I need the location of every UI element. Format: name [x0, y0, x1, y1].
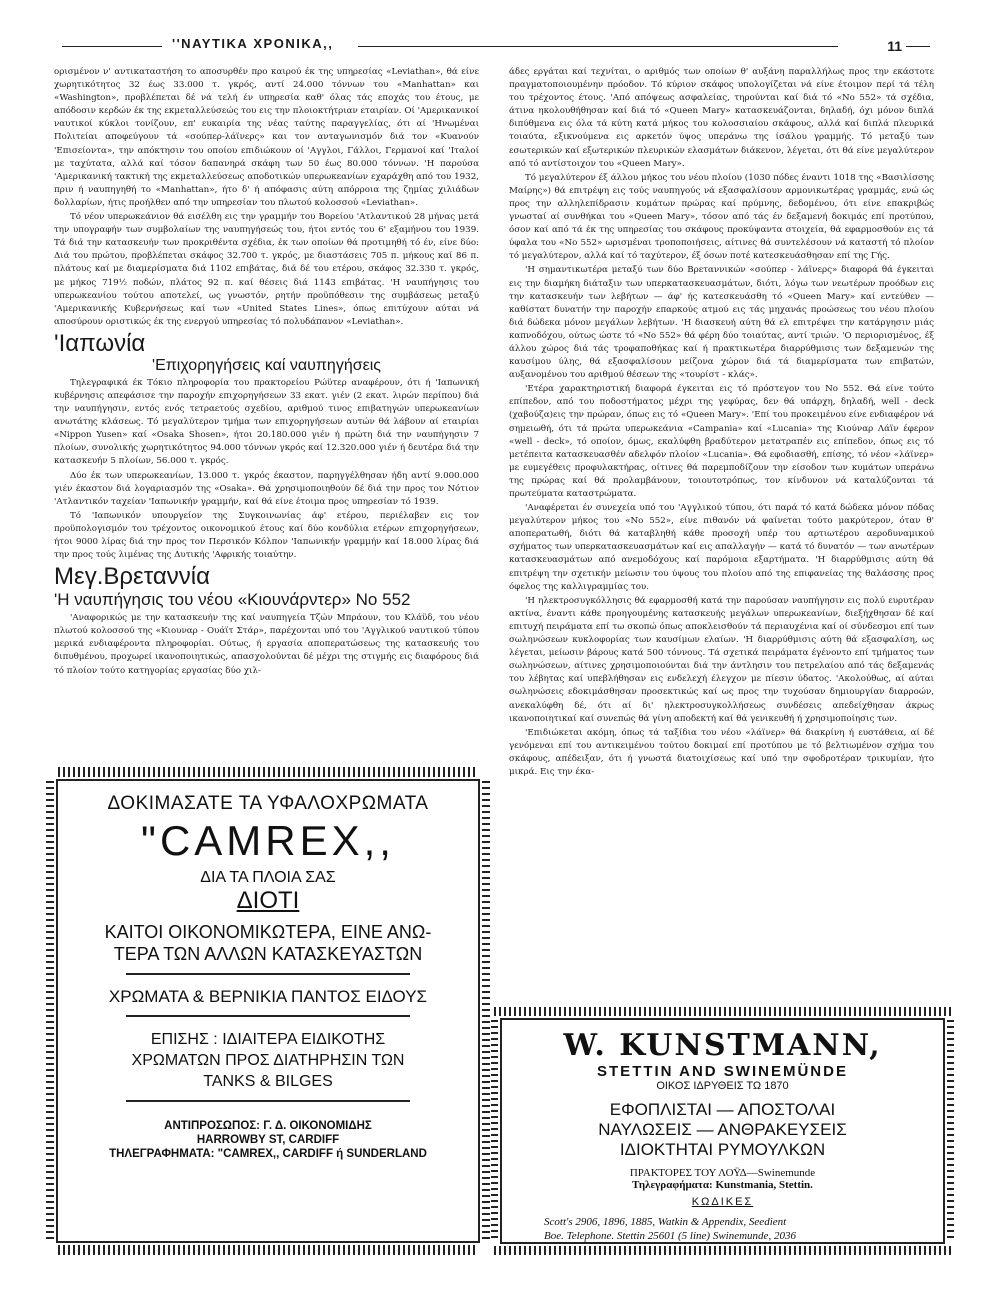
- ad-text: TANKS & BILGES: [203, 1073, 333, 1090]
- left-column: [54, 66, 479, 679]
- ad-telegram: ΤΗΛΕΓΡΑΦΗΜΑΤΑ: "CAMREX,, CARDIFF ή SUNDERLAND: [109, 1148, 427, 1160]
- ad-text: ΔΙΟΤΙ: [236, 887, 300, 914]
- ad-border: [491, 1020, 498, 1242]
- ad-border: [494, 1007, 951, 1016]
- right-column: [509, 66, 934, 780]
- article-paragraph: ορισμένον ν' αντικαταστήση το αποσυρθέν προ καιρού έκ της υπηρεσίας «Leviathan», θά είνε χωρητικότητος 32 έως 33.000 τ. γκρός, αντί 24.000 τόννων του «Manhattan» και «Washington», προβλέπεται δέ νά τελή έν υπηρεσία καθ' όλας τάς εποχάς του έτους, με απόδοσιν κερδών έκ της εκμεταλλεύσεώς του εις την πλοιοκτήτριαν εταιρίαν. Οί 'Αμερικανικοί ναυτικοί κύκλοι τονίζουν, επ' ευκαιρία της νέας ταύτης παραγγελίας, ότι αί 'Ηνωμέναι Πολιτείαι αποφεύγουν τά «σούπερ-λάϊνερς» και τον ανταγωνισμόν διά τον «Κυανούν 'Επισείοντα», την απόκτησιν του οποίου επιδιώκουν οί 'Αγγλοι, Γάλλοι, Γερμανοί καί 'Ιταλοί με ταχύτατα, αλλά καί τόσον δαπανηρά σκάφη των 50 έως 80.000 τόννων. 'Η παρούσα 'Αμερικανική τακτική της εκμεταλλεύσεως αποδοτικών υπερωκεανίων εχαράχθη από του 1932, πριν ή ναυπηγηθή το «Manhattan», ήτο δ' ή απόφασις αύτη απόρροια της ζημίας χιλιάδων δολλαρίων, ήτις προήλθεν από την υπηρεσίαν του πλωτού κολοσσού «Leviathan».: [54, 67, 479, 208]
- ad-border: [494, 1246, 951, 1255]
- section-heading-japan: 'Ιαπωνία: [54, 329, 146, 357]
- article-paragraph: 'Αναφέρεται έν συνεχεία υπό του 'Αγγλικού τύπου, ότι παρά τό κατά δώδεκα μόνον πόδας μεγαλύτερον μήκος του «Νο 552», είνε πιθανόν νά φαίνεται τούτο μακρύτερον, όταν θ' αποπερατωθή, διότι θά καταβληθή κάθε προσοχή υπέρ του αρτιωτέρου αεροδυναμικού σχήματος των υπερκατασκευασμάτων καί εις απαλλαγήν — κατά τό δυνατόν — των ανωτέρων κατασκευασμάτων από ανεμοδόχους καί παρόμοια εξαρτήματα. 'Η διαρρύθμισις αύτη θά επιτρέψη την σχετικήν μείωσιν του ύψους του πλοίου από της επιφανείας της θαλάσσης προς όφελος της καλλιγραμμίας του.: [509, 503, 934, 592]
- article-paragraph: Τό νέον υπερωκεάνιον θά εισέλθη εις την γραμμήν του Βορείου 'Ατλαντικού 28 μήνας μετά την υπογραφήν των συμβολαίων της ναυπηγήσεώς του, ήτοι εντός του 6' εξαμήνου του 1939. Τά διά την κατασκευήν των προκριθέντα σχέδια, έκ των οποίων θά προτιμηθή τό έν, είνε δύο: Διά του πρώτου, προβλέπεται σκάφος 32.700 τ. γκρός, με διαστάσεις 705 π. μήκους καί 86 π. πλάτους καί με διαμερίσματα διά 1102 επιβάτας, διά δέ του ετέρου, σκάφος 32.330 τ. γκρός, με μήκος 719½ ποδών, πλάτος 92 π. καί θέσεις διά 1143 επιβάτας. 'Η ναυπήγησις του υπερωκεανίου τούτου αποτελεί, ως γνωστόν, ρητήν προϋπόθεσιν της συμβάσεως μεταξύ 'Αμερικανικής Κυβερνήσεως καί των «United States Lines», όπως επιτύχουν αύται νά αποσύρουν οριστικώς έκ της ενεργού υπηρεσίας τό πολυδάπανον «Leviathan».: [54, 212, 479, 327]
- article-paragraph: 'Η ηλεκτροσυγκόλλησις θά εφαρμοσθή κατά την παρούσαν ναυπήγησιν εις πολύ ευρυτέραν ακτίνα, έναντι κάθε προηγουμένης κατασκευής μεγάλων υπερωκεανίων, διεξήχθησαν δέ καί επιτυχή πειράματα επί τω σκοπώ όπως αποκλεισθούν τά περιαυχένια καί οί σύνδεσμοι επί των σωληνώσεων κυκλοφορίας των καυσίμων ελαίων. 'Η διαρρύθμισις αύτη θά εξασφαλίση, ως λέγεται, μείωσιν βάρους κατά 500 τόννους. Τά σχετικά πειράματα έγένοντο επί τμήματος των σωληνώσεων, αίτινες χρησιμοποιούνται διά την άντλησιν του πετρελαίου από τάς δεξαμενάς του λέβητας καί υπεβλήθησαν εις ενδελεχή έλεγχον με πίεσιν ύδατος. 'Ακολούθως, αί αύται σωληνώσεις εδοκιμάσθησαν προσεκτικώς καί ως προς την τυχούσαν δημιουργίαν διαρροών, ανεκαλύφθη δέ, ότι αί δι' ηλεκτροσυγκολλήσεως συνδέσεις απεδείχθησαν άκρως ικανοποιητικαί καί συνεπώς θά γίνη αποδεκτή καί θά γενικευθή ή χρησιμοποίησις των.: [509, 595, 934, 724]
- ad-company-name: W. KUNSTMANN,: [563, 1028, 882, 1063]
- ad-representative: ΑΝΤΙΠΡΟΣΩΠΟΣ: Γ. Δ. ΟΙΚΟΝΟΜΙΔΗΣ: [164, 1120, 372, 1132]
- ad-border: [58, 1245, 478, 1255]
- kunstmann-advertisement: [500, 1018, 945, 1244]
- ad-cities: STETTIN AND SWINEMÜNDE: [597, 1063, 848, 1080]
- ad-divider: [126, 973, 410, 975]
- ad-text: ΧΡΩΜΑΤΑ & ΒΕΡΝΙΚΙΑ ΠΑΝΤΟΣ ΕΙΔΟΥΣ: [108, 987, 428, 1006]
- article-paragraph: 'Αναφορικώς με την κατασκευήν της καί ναυπηγεία Τζών Μπράουν, του Κλάϋδ, του νέου πλωτού κολοσσού της «Κιουναρ - Ουάϊτ Στάρ», παρέχονται υπό του 'Αγγλικού ναυτικού τύπου μερικά ενδιαφέροντα πληροφορίαι. Ούτως, ή εργασία αποπερατώσεως της κατασκευής του διπυθμένου, προχωρεί ικανοποιητικώς, απασχολούνται δέ μέχρι της στιγμής εις διαφόρους διά τό πλοίον τούτο κατηγορίας εργασίας δύο χιλ-: [54, 613, 479, 676]
- ad-brand: "CAMREX,,: [141, 817, 395, 864]
- camrex-advertisement: [56, 779, 480, 1243]
- ad-border: [58, 767, 478, 777]
- article-paragraph: Δύο έκ των υπερωκεανίων, 13.000 τ. γκρός έκαστον, παρηγγέλθησαν ήδη αντί 9.000.000 γιέν έκαστον διά λογαριασμόν της «Osaka». Θά χρησιμοποιηθούν δέ διά την προς τον Νότιον 'Ατλαντικόν ταχείαν 'Ιαπωνικήν γραμμήν, καί θά είνε έτοιμα προς υπηρεσίαν τό 1939.: [54, 470, 479, 507]
- ad-tagline: ΔΟΚΙΜΑΣΑΤΕ ΤΑ ΥΦΑΛΟΧΡΩΜΑΤΑ: [107, 793, 429, 814]
- ad-border: [482, 781, 490, 1241]
- ad-text: ΧΡΩΜΑΤΩΝ ΠΡΟΣ ΔΙΑΤΗΡΗΣΙΝ ΤΩΝ: [131, 1052, 405, 1069]
- page-header: [62, 36, 930, 58]
- article-paragraph: 'Η σημαντικωτέρα μεταξύ των δύο Βρεταννικών «σούπερ - λάϊνερς» διαφορά θά έγκειται εις την διαμήκη διάταξιν των υπερκατασκευασμάτων, διότι, λόγω των νεωτέρων προόδων εις την κατασκευήν των λεβήτων — άφ' ής κατεσκευάσθη τό «Queen Mary» καί εντεύθεν — καθίστατ δυνατήν την παροχήν επαρκούς ατμού εις τάς μηχανάς προώσεως του νέου πλοίου διά δώδεκα μόνον μεγάλων λεβήτων. 'Η διασκευή αύτη θά ελ επιτρέψει την κατάργησιν μιάς καπνοδόχου, ούτως ώστε τό «Νο 552» θά φέρη δύο τοιαύτας, αντί τριών. 'Ο περιορισμένος, έξ άλλου χώρος διά τάς τροφαποθήκας καί ή πρακτικωτέρα διαρρύθμισις των δεξαμενών της καυσίμου ύλης, θά εξασφαλίσουν μείζονα χώρον διά τά διαμερίσματα των επιβατών, αυξανομένου του αριθμού θέσεων της «τουρίστ - κλάς».: [509, 265, 934, 381]
- article-paragraph: Τό 'Ιαπωνικόν υπουργείον της Συγκοινωνίας άφ' ετέρου, περιέλαβεν εις τον προϋπολογισμόν του τρέχοντος οικονομικού έτους καί δύο κονδύλια ετέρων επιχορηγήσεων, ήτοι 9000 λίρας διά την προς τον Περσικόν Κόλπον 'Ιαπωνικήν γραμμήν καί 18.000 λίρας διά την προς τούς λιμένας της Δυτικής 'Αφρικής τοιαύτην.: [54, 510, 479, 561]
- header-rule-middle: [358, 46, 838, 47]
- section-heading-great-britain: Μεγ.Βρεταννία: [54, 563, 210, 591]
- ad-address: HARROWBY ST, CARDIFF: [196, 1134, 340, 1146]
- ad-services: ΙΔΙΟΚΤΗΤΑΙ ΡΥΜΟΥΛΚΩΝ: [619, 1140, 826, 1159]
- ad-services: ΝΑΥΛΩΣΕΙΣ — ΑΝΘΡΑΚΕΥΣΕΙΣ: [598, 1120, 847, 1139]
- header-rule-left: [62, 46, 162, 47]
- article-paragraph: 'Ετέρα χαρακτηριστική διαφορά έγκειται εις τό πρόστεγον του Νο 552. Θά είνε τούτο επίπεδον, από του ποδοστήματος μέχρι της γεφύρας, δεν θά υπάρχη, δηλαδή, well - deck (χαβούζα)εις την πρώραν, όπως εις τό «Queen Mary». 'Επί του προκειμένου είνε ενδιαφέρον νά σημειωθή, ότι τά πρώτα υπερωκεάνια «Campania» καί «Lucania» της Κιούναρ Λάϊν έφερον «well - deck», τό οποίον, όμως, εκαλύφθη βραδύτερον μετατραπέν εις επίπεδον, όπως εις τό μετέπειτα κατασκευασθέν αδελφόν πλοίον «Lucania». Θά εφοδιασθή, επίσης, τό νέον «λάϊνερ» με ευμεγέθεις προφυλακτήρας, οίτινες θά παρεμποδίζουν την είσοδον των κυμάτων υπεράνω της πρώρας καί θά προλαμβάνουν, τοιουτοτρόπως, τον κίνδυνον νά καταλύζονται τά πρωτεύματα καταστρώματα.: [509, 384, 934, 499]
- ad-codes: Boe. Telephone. Stettin 25601 (5 line) Swinemunde, 2036: [544, 1230, 796, 1242]
- ad-agents: ΠΡΑΚΤΟΡΕΣ ΤΟΥ ΛΟΫΔ—Swinemunde: [629, 1167, 816, 1179]
- article-paragraph: άδες εργάται καί τεχνίται, ο αριθμός των οποίων θ' αυξάνη παραλλήλως προς την εκάστοτε πραγματοποιουμένην πρόοδον. Τό κύριον σκάφος υπολογίζεται νά είνε έτοιμον περί τά τέλη του τρέχοντος έτους. 'Από απόψεως ασφαλείας, τηρούνται καί διά τό «Νο 552» τά σχέδια, άτινα ηκολουθήθησαν καί διά τό «Queen Mary» κατασκευάζονται, δηλαδή, όχι μόνον διπλά διπύθμενα εις όλα τά κύτη κατά μήκος του κολοσσιαίου σκάφους, αλλά καί διπλά πλευρικά τοιαύτα, εξικνούμενα εις αρκετόν ύψος υπεράνω της ίσάλου γραμμής. Τό μεταξύ των εσωτερικών καί εξωτερικών πλευρικών ελασμάτων διάκενον, λέγεται, ότι θά είνε μεγαλύτερον από τό αντίστοιχον του «Queen Mary».: [509, 67, 934, 169]
- article-paragraph: Τηλεγραφικά έκ Τόκιο πληροφορία του πρακτορείου Ρώϋτερ αναφέρουν, ότι ή 'Ιαπωνική κυβέρνησις απεφάσισε την παροχήν επιχορηγήσεων 33 εκατ. γιέν (2 εκατ. λιρών περίπου) διά την ναυπήγησιν, εντός ενός τετραετούς σχεδίου, αριθμού τινος επιβατηγών υπερωκεανίων ανωτάτης κλάσεως. Τό μεγαλύτερον τμήμα των επιχορηγήσεων αυτών θά λάβουν αί εταιρίαι «Nippon Yusen» καί «Osaka Shosen», ήτοι 20.180.000 γιέν ή πρώτη διά την ναυπήγησιν 7 πλοίων, συνολικής χωρητικότητος 94.000 τόννων γκρός καί 12.320.000 γιέν ή δευτέρα διά την κατασκευήν 5 πλοίων, 56.000 τ. γκρός.: [54, 377, 479, 467]
- subsection-heading-japan: 'Επιχορηγήσεις καί ναυπηγήσεις: [152, 356, 381, 374]
- ad-founded: ΟΙΚΟΣ ΙΔΡΥΘΕΙΣ ΤΩ 1870: [656, 1080, 789, 1092]
- ad-divider: [126, 1100, 410, 1102]
- ad-divider: [126, 1015, 410, 1017]
- ad-services: ΕΦΟΠΛΙΣΤΑΙ — ΑΠΟΣΤΟΛΑΙ: [609, 1100, 836, 1119]
- ad-text: ΔΙΑ ΤΑ ΠΛΟΙΑ ΣΑΣ: [200, 869, 336, 886]
- article-paragraph: Τό μεγαλύτερον έξ άλλου μήκος του νέου πλοίου (1030 πόδες έναντι 1018 της «Βασιλίσσης Μαίρης») θά επιτρέψη εις τούς ναυπηγούς νά εξασφαλίσουν αρμονικωτέρας γραμμάς, ενώ ώς προς την αλληλεπίδρασιν κυμάτων πρώρας καί πρύμνης, δεδομένου, ότι είνε επακριβώς γνωσταί αί συνθήκαι του «Queen Mary», τόσον από τάς έν δεξαμενή δοκιμάς επί προτύπου, όσον καί από τά έκ της υπηρεσίας του σκάφους προκύψαντα στοιχεία, θά εφαρμοσθούν εις τά ύφαλα του «Νο 552» ωρισμέναι τροποποιήσεις, αίτινες θά συντελέσουν νά καταστή τό πλοίον τό μεγαλύτερον, αλλά καί τό ταχύτερον, έξ όσων ποτέ κατεσκευάσθησαν επί της Γής.: [509, 172, 934, 262]
- header-rule-right: [906, 46, 930, 47]
- ad-telegram: Τηλεγραφήματα: Kunstmania, Stettin.: [632, 1179, 813, 1191]
- page-number: 11: [887, 38, 902, 54]
- article-headline: 'Η ναυπήγησις του νέου «Κιουνάρντερ» Νο 552: [54, 590, 411, 610]
- magazine-title: ''ΝΑΥΤΙΚΑ ΧΡΟΝΙΚΑ,,: [172, 36, 334, 51]
- ad-text: ΤΕΡΑ ΤΩΝ ΑΛΛΩΝ ΚΑΤΑΣΚΕΥΑΣΤΩΝ: [113, 944, 423, 964]
- ad-text: ΕΠΙΣΗΣ : ΙΔΙΑΙΤΕΡΑ ΕΙΔΙΚΟΤΗΣ: [150, 1031, 386, 1048]
- ad-codes: Scott's 2906, 1896, 1885, Watkin & Appendix, Seedient: [544, 1216, 787, 1228]
- ad-border: [46, 781, 54, 1241]
- article-paragraph: 'Επιδιώκεται ακόμη, όπως τά ταξίδια του νέου «λάϊνερ» θά διακρίνη ή ευστάθεια, αί δέ γενόμεναι επί του αντικειμένου τούτου δοκιμαί επί προτύπου με τό βελτιωμένον σχήμα του σκάφους, απέδειξαν, ότι ή γνωστά διατοιχίσεως καί υπό την σφοδροτέραν τρικυμίαν, ήτο μικρά. Εις την έκα-: [509, 727, 934, 777]
- ad-border: [947, 1020, 954, 1242]
- ad-codes-title: ΚΩΔΙΚΕΣ: [691, 1196, 754, 1208]
- ad-text: ΚΑΙΤΟΙ ΟΙΚΟΝΟΜΙΚΩΤΕΡΑ, ΕΙΝΕ ΑΝΩ-: [104, 922, 432, 942]
